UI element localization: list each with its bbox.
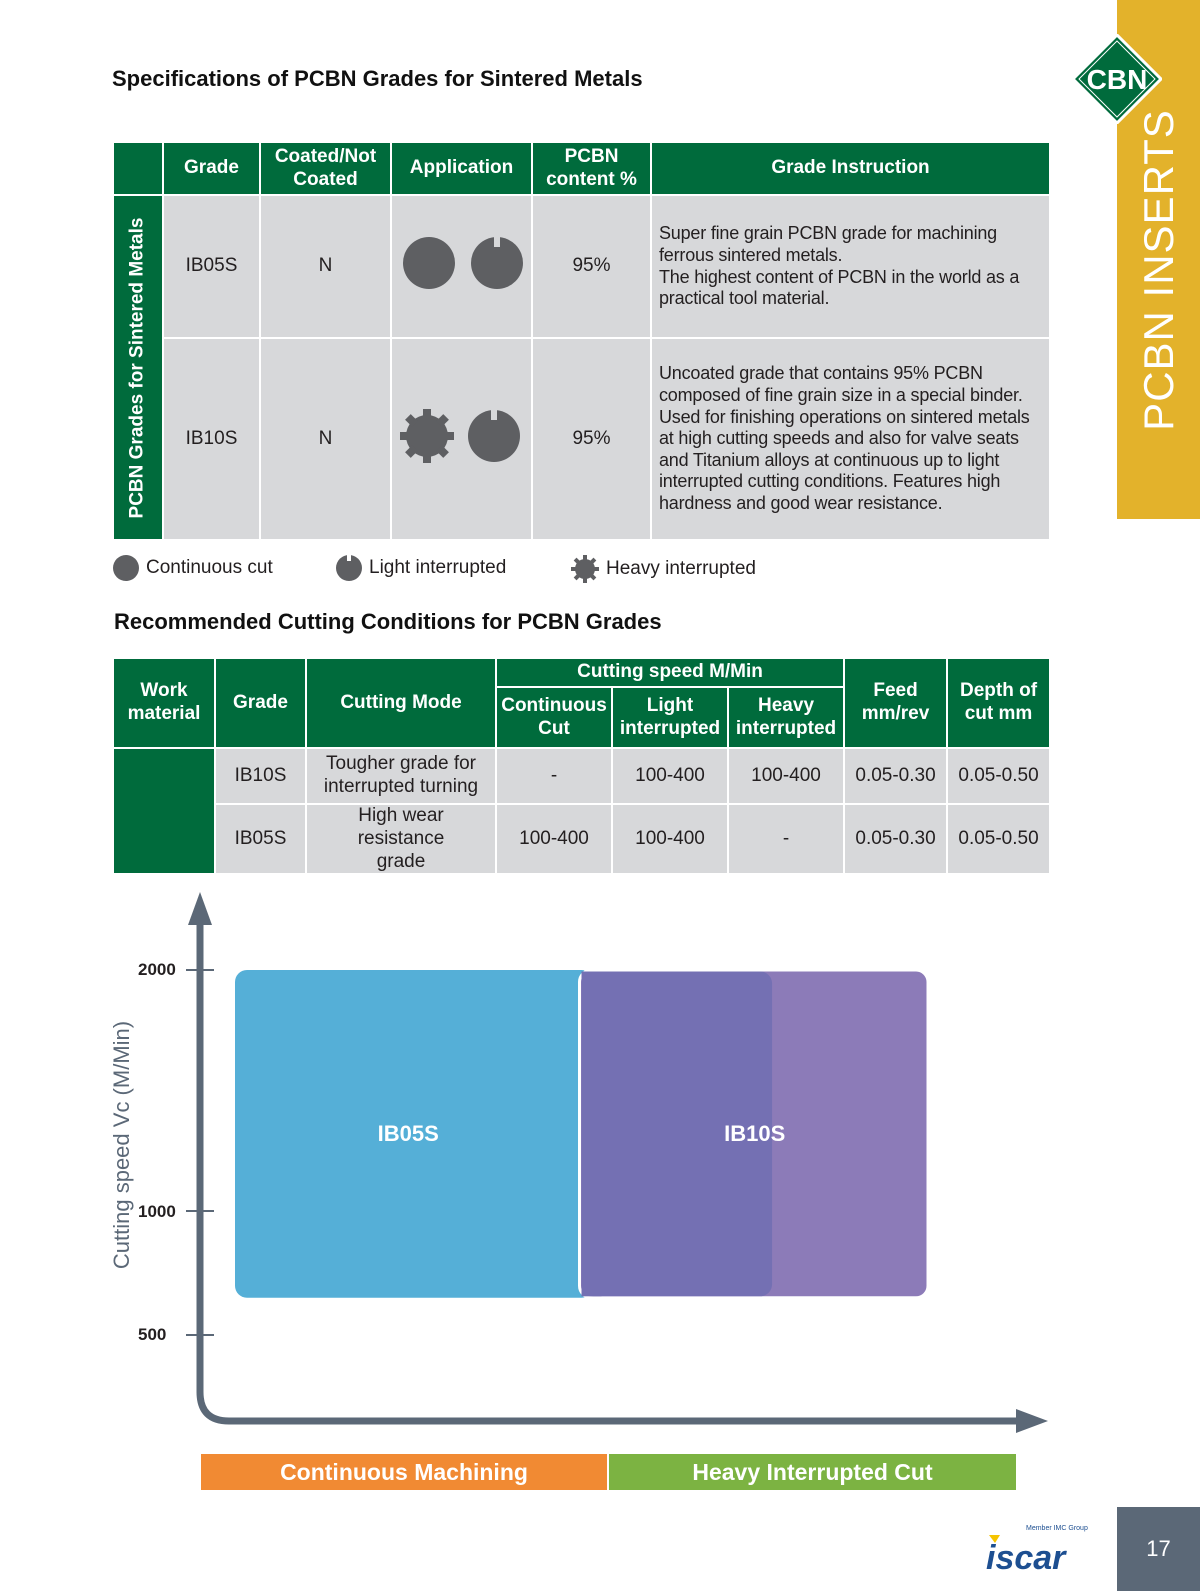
page-number: 17 [1117,1507,1200,1591]
cond-header-grade: Grade [215,658,306,748]
cond-header-feed: Feed mm/rev [844,658,947,748]
grade-cell: IB05S [163,195,260,338]
row-group-label: PCBN Grades for Sintered Metals [126,217,148,518]
cutting-mode-cell: High wear resistance grade [306,804,496,874]
legend-continuous-label: Continuous cut [146,557,273,578]
cond-header-cutting-mode: Cutting Mode [306,658,496,748]
y-axis-arrowhead [188,892,212,925]
legend-light-label: Light interrupted [369,557,507,578]
spec-header-pcbn-content: PCBN content % [532,142,651,195]
bar-overlap-edge [582,972,602,1297]
spec-header-coated: Coated/Not Coated [260,142,391,195]
continuous-cell: - [496,748,612,804]
cond-header-heavy: Heavy interrupted [728,687,844,748]
feed-cell: 0.05-0.30 [844,804,947,874]
heavy-cell: - [728,804,844,874]
svg-text:iscar: iscar [986,1539,1066,1575]
cond-header-cutting-speed: Cutting speed M/Min [496,658,844,687]
y-tick-label-500: 500 [138,1325,167,1344]
continuous-cell: 100-400 [496,804,612,874]
pcbn-content-cell: 95% [532,195,651,338]
cond-header-continuous: Continuous Cut [496,687,612,748]
grade-cell: IB10S [215,748,306,804]
instruction-text: Uncoated grade that contains 95% PCBN composed of fine grain size in a special binder. Used for finishing operations on sintered metals at high cutting speeds and also for valve seats and Titanium alloys at continuous up to light interrupted cutting conditions. Features high hardness and good wear resistance. [659,363,1030,513]
spec-header-instruction: Grade Instruction [651,142,1050,195]
spec-header-application: Application [391,142,532,195]
coated-cell: N [260,338,391,540]
side-band-label: PCBN INSERTS [1134,109,1182,431]
feed-cell: 0.05-0.30 [844,748,947,804]
depth-cell: 0.05-0.50 [947,748,1050,804]
section-title-specifications: Specifications of PCBN Grades for Sintered Metals [112,66,643,91]
light-cell: 100-400 [612,748,728,804]
y-tick-label-1000: 1000 [138,1202,176,1221]
spec-header-grade: Grade [163,142,260,195]
legend-heavy-label: Heavy interrupted [606,558,756,579]
x-axis-arrowhead [1016,1409,1048,1433]
cutting-mode-cell: Tougher grade for interrupted turning [306,748,496,804]
heavy-cell: 100-400 [728,748,844,804]
bar-label-ib10s: IB10S [724,1120,786,1146]
pcbn-content-cell: 95% [532,338,651,540]
instruction-text: Super fine grain PCBN grade for machining ferrous sintered metals. The highest content of PCBN in the world as a practical tool material. [659,223,1020,309]
category-heavy-interrupted-cut: Heavy Interrupted Cut [609,1454,1016,1490]
category-continuous-machining: Continuous Machining [201,1454,607,1490]
member-imc-text: Member IMC Group [1026,1525,1088,1532]
coated-cell: N [260,195,391,338]
cond-header-light: Light interrupted [612,687,728,748]
chart-y-axis-label: Cutting speed Vc (M/Min) [109,1020,134,1270]
section-title-cutting-conditions: Recommended Cutting Conditions for PCBN Grades [114,609,662,634]
cond-header-depth: Depth of cut mm [947,658,1050,748]
iscar-logo [986,1525,1086,1575]
cond-header-work-material: Work material [113,658,215,748]
grade-cell: IB10S [163,338,260,540]
bar-label-ib05s: IB05S [377,1120,439,1146]
y-tick-label-2000: 2000 [138,960,176,979]
depth-cell: 0.05-0.50 [947,804,1050,874]
svg-text:CBN: CBN [1086,64,1148,95]
grade-cell: IB05S [215,804,306,874]
light-cell: 100-400 [612,804,728,874]
